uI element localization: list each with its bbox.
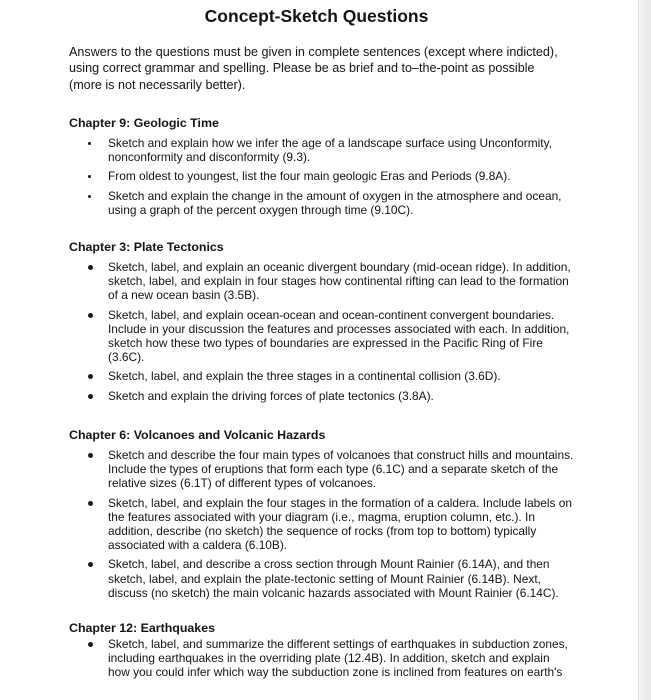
- question-item: Sketch and describe the four main types of volcanoes that construct hills and mountains. Include the types of eruptions that form each type (6.1C) and a separate sketch of the relative sizes (6.1T) of different types of volcanoes.: [69, 448, 574, 491]
- question-item: Sketch, label, and describe a cross section through Mount Rainier (6.14A), and then sketch, label, and explain the plate-tectonic setting of Mount Rainier (6.14B). Next, discuss (no sketch) the main volcanic hazards associated with Mount Rainier (6.14C).: [69, 557, 574, 600]
- question-item: Sketch, label, and explain the three stages in a continental collision (3.6D).: [69, 369, 574, 383]
- question-item: Sketch, label, and explain ocean-ocean and ocean-continent convergent boundaries. Include in your discussion the features and processes associated with each. In addition, sketch how these two types of boundaries are expressed in the Pacific Ring of Fire (3.6C).: [69, 308, 574, 365]
- question-list: [69, 136, 574, 217]
- instructions-paragraph: Answers to the questions must be given in complete sentences (except where indicted), using correct grammar and spelling. Please be as brief and to–the-point as possible (more is not necessarily better).: [69, 45, 558, 92]
- chapter-heading: Chapter 3: Plate Tectonics: [69, 240, 224, 254]
- chapter-heading: Chapter 6: Volcanoes and Volcanic Hazards: [69, 428, 326, 442]
- chapter-12-section: [69, 620, 574, 685]
- question-list: [69, 448, 574, 600]
- page-edge-divider: [638, 0, 651, 700]
- question-item: Sketch, label, and explain the four stages in the formation of a caldera. Include labels on the features associated with your diagram (i.e., magma, eruption column, etc.). In addition, describe (no sketch) the sequence of rocks (from top to bottom) typically associated with a caldera (6.10B).: [69, 496, 574, 553]
- question-list: [69, 637, 574, 680]
- chapter-heading: Chapter 9: Geologic Time: [69, 116, 219, 130]
- chapter-heading: Chapter 12: Earthquakes: [69, 621, 215, 635]
- chapter-3-section: [69, 239, 574, 408]
- question-item: From oldest to youngest, list the four main geologic Eras and Periods (9.8A).: [69, 169, 574, 183]
- page-title: Concept-Sketch Questions: [204, 6, 429, 26]
- chapter-9-section: [69, 115, 574, 222]
- question-item: Sketch and explain how we infer the age of a landscape surface using Unconformity, nonconformity and disconformity (9.3).: [69, 136, 574, 164]
- question-item: Sketch and explain the driving forces of plate tectonics (3.8A).: [69, 389, 574, 403]
- question-list: [69, 260, 574, 403]
- question-item: Sketch, label, and summarize the different settings of earthquakes in subduction zones, including earthquakes in the overriding plate (12.4B). In addition, sketch and explain how you could infer which way the subduction zone is inclined from features on earth's: [69, 637, 574, 680]
- chapter-6-section: [69, 427, 574, 605]
- question-item: Sketch, label, and explain an oceanic divergent boundary (mid-ocean ridge). In addition, sketch, label, and explain in four stages how continental rifting can lead to the formation of a new ocean basin (3.5B).: [69, 260, 574, 303]
- question-item: Sketch and explain the change in the amount of oxygen in the atmosphere and ocean, using a graph of the percent oxygen through time (9.10C).: [69, 189, 574, 217]
